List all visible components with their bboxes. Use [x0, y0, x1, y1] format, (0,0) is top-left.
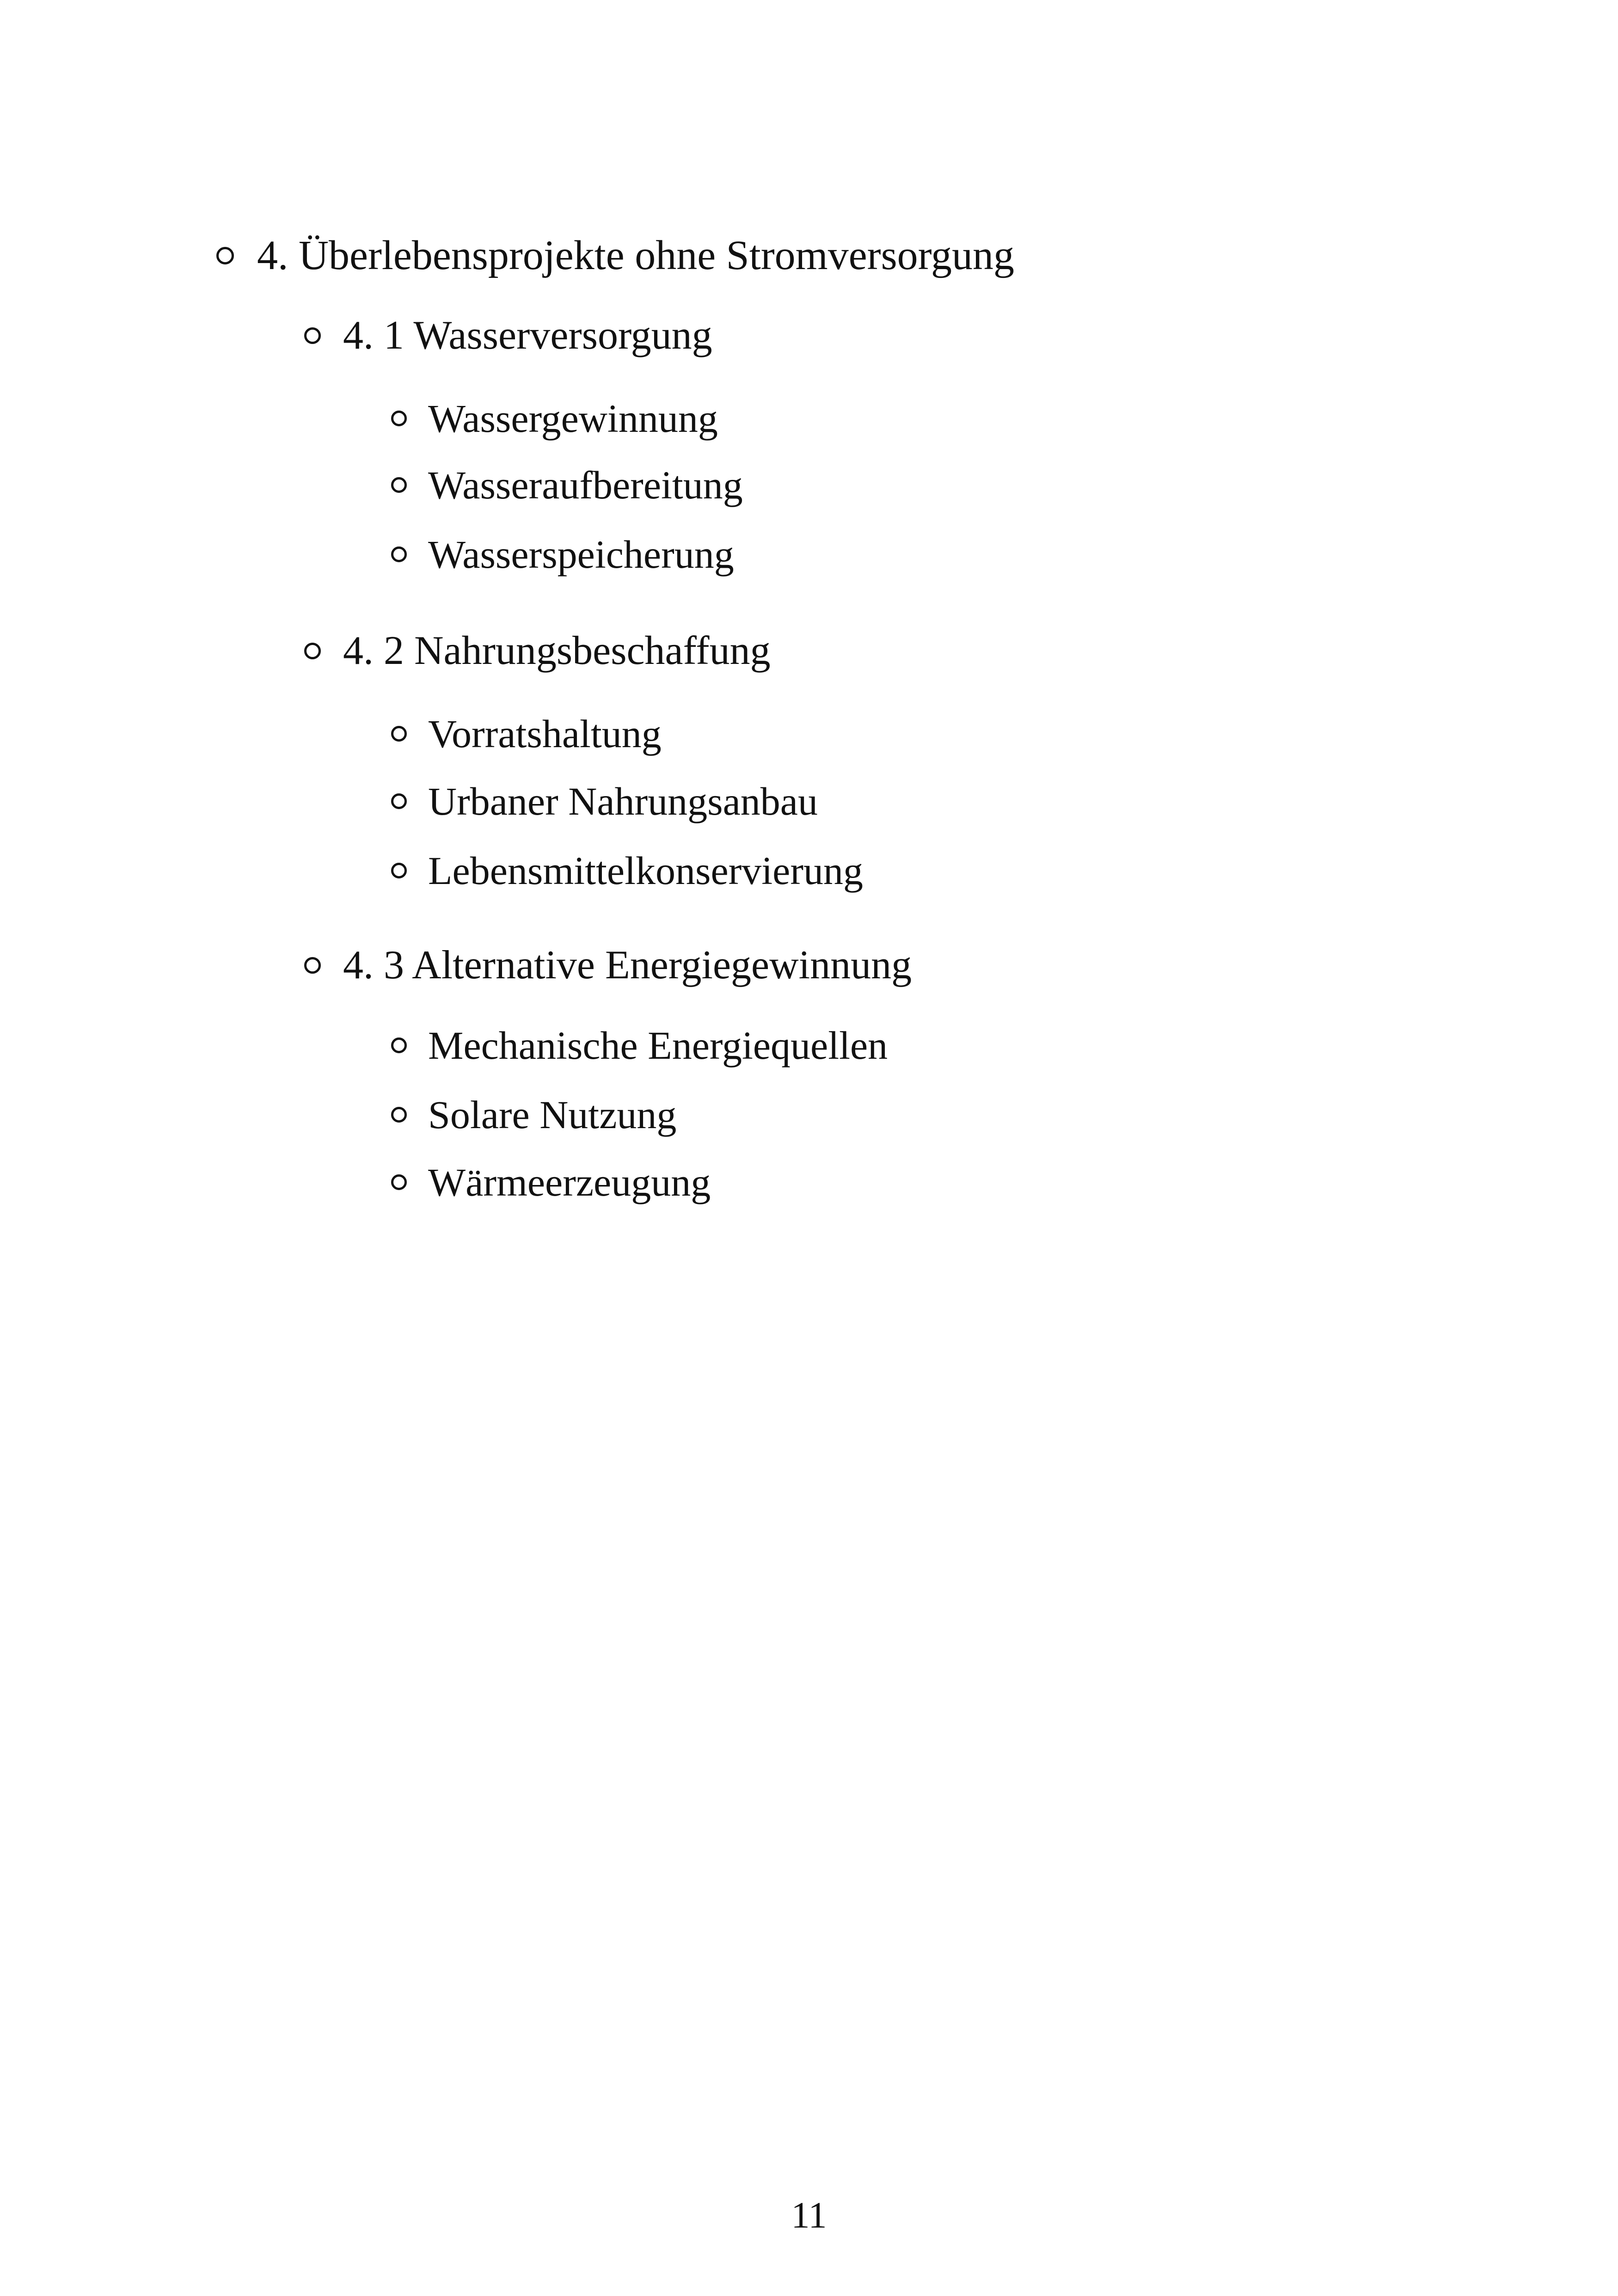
outline-item-level3 [391, 848, 863, 893]
hollow-circle-bullet-icon [304, 643, 321, 659]
subsection-item: Solare Nutzung [428, 1093, 677, 1137]
subsection-item: Wärmeerzeugung [428, 1160, 711, 1204]
outline-item-level2 [304, 315, 712, 356]
subsection-item: Wassergewinnung [428, 396, 718, 441]
hollow-circle-bullet-icon [391, 1107, 407, 1123]
outline-title: 4. Überlebensprojekte ohne Stromversorgung [257, 233, 1014, 278]
outline-item-level1 [216, 235, 1014, 276]
outline-item-level3 [391, 465, 743, 505]
section-heading: 4. 2 Nahrungsbeschaffung [343, 628, 771, 673]
hollow-circle-bullet-icon [391, 1174, 407, 1190]
hollow-circle-bullet-icon [391, 863, 407, 878]
subsection-item: Vorratshaltung [428, 712, 662, 756]
hollow-circle-bullet-icon [391, 726, 407, 742]
subsection-item: Wasserspeicherung [428, 532, 734, 577]
hollow-circle-bullet-icon [391, 546, 407, 562]
outline-item-level3 [391, 781, 818, 821]
page-number: 11 [791, 2195, 827, 2236]
subsection-item: Urbaner Nahrungsanbau [428, 779, 818, 823]
outline-item-level3 [391, 1162, 711, 1202]
outline-item-level3 [391, 396, 718, 441]
hollow-circle-bullet-icon [304, 957, 321, 974]
outline-item-level2 [304, 945, 912, 986]
outline-item-level3 [391, 1023, 888, 1068]
hollow-circle-bullet-icon [391, 793, 407, 809]
subsection-item: Lebensmittelkonservierung [428, 848, 863, 893]
hollow-circle-bullet-icon [216, 247, 234, 264]
hollow-circle-bullet-icon [304, 327, 321, 344]
outline-item-level3 [391, 714, 662, 754]
hollow-circle-bullet-icon [391, 477, 407, 493]
outline-item-level3 [391, 532, 734, 577]
hollow-circle-bullet-icon [391, 1037, 407, 1053]
outline-item-level2 [304, 628, 771, 673]
subsection-item: Wasseraufbereitung [428, 463, 743, 507]
section-heading: 4. 1 Wasserversorgung [343, 313, 712, 358]
section-heading: 4. 3 Alternative Energiegewinnung [343, 943, 912, 988]
outline-item-level3 [391, 1095, 676, 1135]
hollow-circle-bullet-icon [391, 411, 407, 426]
subsection-item: Mechanische Energiequellen [428, 1023, 888, 1068]
